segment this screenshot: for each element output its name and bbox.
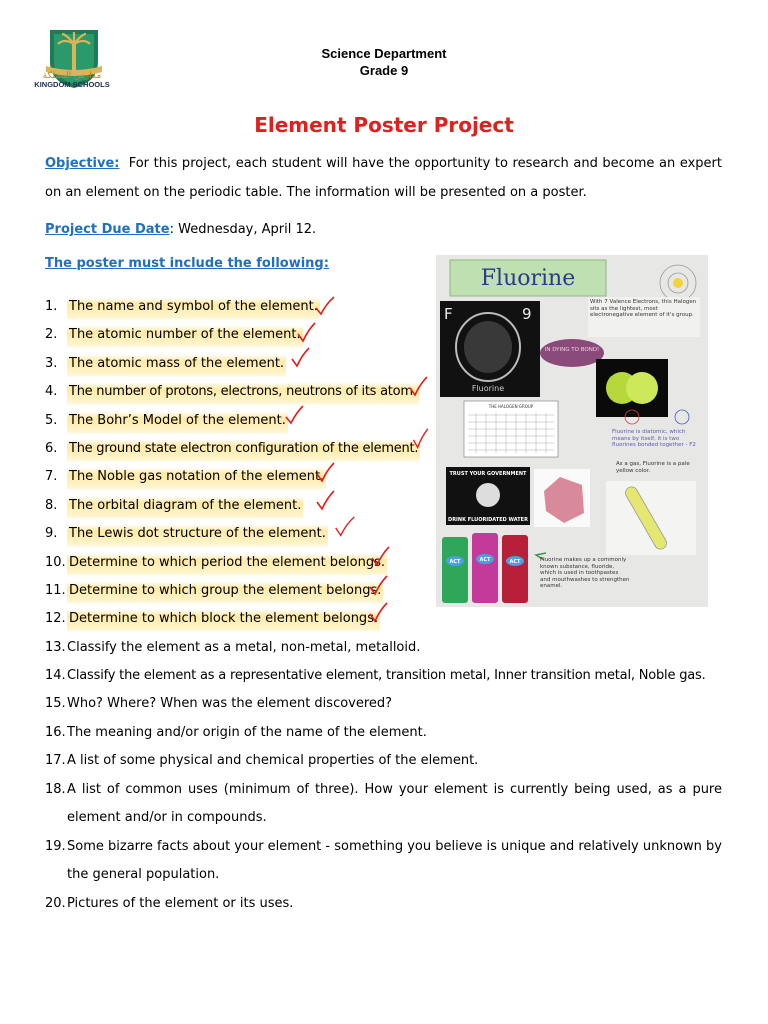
checkmark-icon [334, 516, 356, 538]
logo-english-text: KINGDOM SCHOOLS [34, 80, 110, 89]
valence-note: With 7 Valence Electrons, this Halogen sits as the lightest, most electronegative element of it's group. [590, 299, 697, 318]
checkmark-icon [290, 347, 312, 369]
checkmark-icon [314, 296, 336, 318]
objective-text: For this project, each student will have the opportunity to research and become an expert on an element on the periodic table. The information will be presented on a poster. [45, 156, 722, 200]
gov-bottom-text: DRINK FLUORIDATED WATER [448, 517, 528, 523]
group-label: THE HALOGEN GROUP [488, 404, 534, 409]
mouthwash-bottles-image [442, 533, 528, 603]
checkmark-icon [408, 376, 430, 398]
due-date-label: Project Due Date [45, 222, 170, 237]
bubble-text: IN DYING TO BOND! [544, 347, 600, 353]
checkmark-icon [410, 428, 432, 450]
tile-name: Fluorine [471, 384, 505, 393]
speech-bubble [540, 339, 604, 367]
logo-arabic-text: مدارس المملكة [42, 71, 102, 81]
bottle-label: ACT [509, 559, 521, 565]
checkmark-icon [370, 546, 392, 568]
checkmark-icon [368, 575, 390, 597]
objective-label: Objective: [45, 156, 120, 171]
due-date-colon: : [169, 222, 174, 237]
department-heading: Science Department [321, 46, 447, 61]
gas-note: As a gas, Fluorine is a pale yellow color. [616, 461, 690, 474]
poster-title: Fluorine [480, 266, 576, 291]
bottle-label: ACT [449, 559, 461, 565]
tile-symbol: F [444, 305, 453, 323]
fluoride-note: Fluorine makes up a commonly known substance, fluoride, which is used in toothpastes and mouthwashes to strengthen enamel. [540, 557, 630, 589]
grade-heading: Grade 9 [359, 63, 409, 78]
checkmark-icon [296, 322, 318, 344]
tile-number: 9 [522, 305, 532, 323]
bottle-label: ACT [479, 557, 491, 563]
checkmark-icon [315, 462, 337, 484]
poster-artwork [436, 255, 708, 607]
gov-top-text: TRUST YOUR GOVERNMENT [449, 471, 527, 477]
checkmark-icon [368, 602, 390, 624]
checkmark-icon [315, 490, 337, 512]
due-date-text: Wednesday, April 12. [178, 222, 317, 237]
requirements-heading: The poster must include the following: [45, 256, 329, 271]
due-date-paragraph [45, 216, 722, 245]
objective-paragraph [45, 150, 722, 207]
diatomic-note: Fluorine is diatomic, which means by itself, it is two fluorines bonded together - F2 [612, 429, 696, 448]
checkmark-icon [284, 405, 306, 427]
page-title: Element Poster Project [254, 113, 514, 137]
fluorine-poster-image [436, 255, 708, 607]
